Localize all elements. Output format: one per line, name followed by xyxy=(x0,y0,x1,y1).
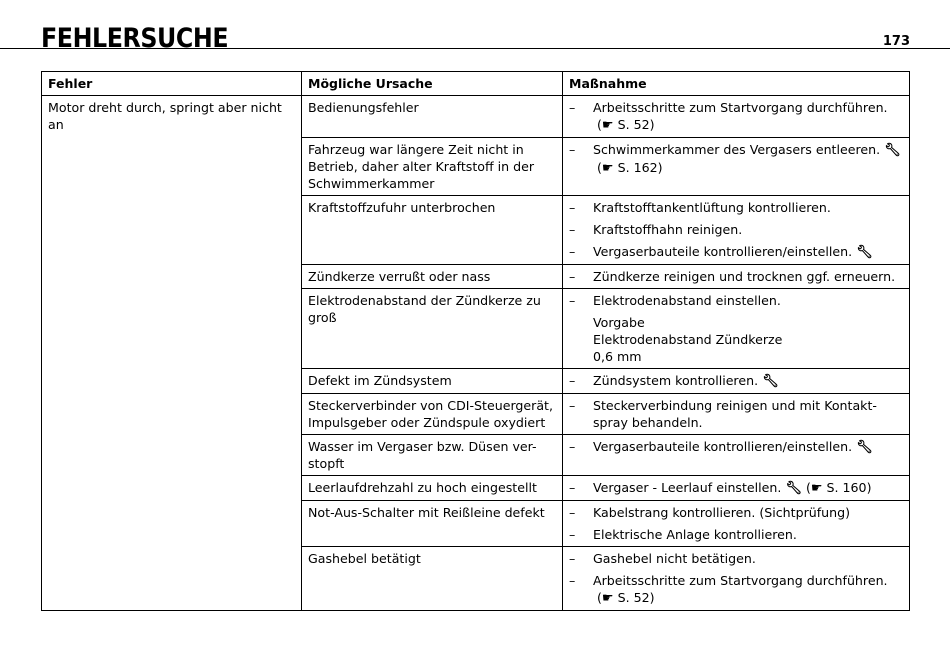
cause-cell: Gashebel betätigt xyxy=(302,547,563,611)
action-item xyxy=(569,268,903,285)
action-item xyxy=(569,397,903,431)
action-text: Zündsystem kontrollieren. xyxy=(593,373,759,388)
spec-value: 0,6 mm xyxy=(593,349,642,364)
page-title: FEHLERSUCHE xyxy=(41,23,229,54)
action-cell xyxy=(563,138,910,196)
action-item xyxy=(569,479,903,497)
cause-cell: Not-Aus-Schalter mit Reißleine defekt xyxy=(302,501,563,547)
action-cell xyxy=(563,547,910,611)
wrench-icon: 🔧︎ xyxy=(856,245,873,260)
cause-cell: Leerlaufdrehzahl zu hoch eingestellt xyxy=(302,476,563,501)
page-reference: (☛ S. 52) xyxy=(597,590,655,606)
action-text: Elektrodenabstand einstellen. xyxy=(593,293,781,308)
pointing-hand-icon: ☛ xyxy=(810,481,823,496)
wrench-icon: 🔧︎ xyxy=(762,374,779,389)
troubleshooting-table xyxy=(41,71,910,611)
cause-cell: Kraftstoffzufuhr unterbrochen xyxy=(302,196,563,265)
spec-label: Vorgabe xyxy=(593,315,645,330)
action-item xyxy=(569,438,903,456)
page-reference: (☛ S. 162) xyxy=(597,160,663,176)
cause-cell: Steckerverbinder von CDI-Steuergerät, Impulsgeber oder Zündspule oxydiert xyxy=(302,394,563,435)
action-item xyxy=(569,372,903,390)
action-text: Kabelstrang kontrollieren. (Sichtprüfung) xyxy=(593,505,851,520)
action-text: Zündkerze reinigen und trocknen ggf. erneuern. xyxy=(593,269,896,284)
column-header-action: Maßnahme xyxy=(563,72,910,96)
action-cell xyxy=(563,196,910,265)
cause-cell: Zündkerze verrußt oder nass xyxy=(302,265,563,289)
wrench-icon: 🔧︎ xyxy=(884,143,901,158)
reference-page: S. 160 xyxy=(826,480,867,495)
action-text: Vergaser - Leerlauf einstellen. xyxy=(593,480,782,495)
action-item xyxy=(569,243,903,261)
action-text: Kraftstofftankentlüftung kontrollieren. xyxy=(593,200,831,215)
wrench-icon: 🔧︎ xyxy=(785,481,802,496)
spec-name: Elektrodenabstand Zündkerze xyxy=(593,332,783,347)
dash: – xyxy=(569,480,576,495)
action-cell xyxy=(563,476,910,501)
dash: – xyxy=(569,293,576,308)
dash: – xyxy=(569,142,576,157)
cause-cell: Fahrzeug war längere Zeit nicht in Betrieb, daher alter Kraftstoff in der Schwimmerkammer xyxy=(302,138,563,196)
action-text: Arbeitsschritte zum Startvorgang durchführen. xyxy=(593,573,888,588)
action-cell xyxy=(563,369,910,394)
dash: – xyxy=(569,505,576,520)
action-item xyxy=(569,526,903,543)
action-item xyxy=(569,292,903,309)
cause-cell: Bedienungsfehler xyxy=(302,96,563,138)
pointing-hand-icon: ☛ xyxy=(601,161,614,176)
cause-cell: Elektrodenabstand der Zündkerze zu groß xyxy=(302,289,563,369)
action-item xyxy=(569,99,903,134)
page-number: 173 xyxy=(882,34,910,49)
action-text: Vergaserbauteile kontrollieren/einstellen. xyxy=(593,244,853,259)
wrench-icon: 🔧︎ xyxy=(856,440,873,455)
dash: – xyxy=(569,100,576,115)
cause-cell: Wasser im Vergaser bzw. Düsen ver-stopft xyxy=(302,435,563,476)
table-header-row xyxy=(42,72,910,96)
action-cell xyxy=(563,435,910,476)
column-header-fault: Fehler xyxy=(42,72,302,96)
page-reference: (☛ S. 160) xyxy=(805,480,872,496)
action-item xyxy=(569,550,903,567)
reference-page: S. 52 xyxy=(617,117,650,132)
action-text: Kraftstoffhahn reinigen. xyxy=(593,222,743,237)
dash: – xyxy=(569,269,576,284)
title-rule xyxy=(0,48,950,49)
action-cell xyxy=(563,501,910,547)
dash: – xyxy=(569,222,576,237)
action-cell xyxy=(563,394,910,435)
action-cell xyxy=(563,289,910,369)
reference-page: S. 52 xyxy=(617,590,650,605)
action-item xyxy=(569,221,903,238)
action-text: Schwimmerkammer des Vergasers entleeren. xyxy=(593,142,881,157)
dash: – xyxy=(569,439,576,454)
dash: – xyxy=(569,373,576,388)
action-item xyxy=(569,199,903,216)
dash: – xyxy=(569,527,576,542)
reference-page: S. 162 xyxy=(617,160,658,175)
dash: – xyxy=(569,551,576,566)
pointing-hand-icon: ☛ xyxy=(601,118,614,133)
cause-cell: Defekt im Zündsystem xyxy=(302,369,563,394)
pointing-hand-icon: ☛ xyxy=(601,591,614,606)
page-reference: (☛ S. 52) xyxy=(597,117,655,133)
column-header-cause: Mögliche Ursache xyxy=(302,72,563,96)
dash: – xyxy=(569,398,576,413)
action-item xyxy=(569,141,903,177)
dash: – xyxy=(569,200,576,215)
action-text: Gashebel nicht betätigen. xyxy=(593,551,756,566)
table-row xyxy=(42,96,910,138)
action-item xyxy=(569,572,903,607)
dash: – xyxy=(569,244,576,259)
action-text: Elektrische Anlage kontrollieren. xyxy=(593,527,797,542)
action-item xyxy=(569,504,903,521)
action-cell xyxy=(563,265,910,289)
action-text: Arbeitsschritte zum Startvorgang durchführen. xyxy=(593,100,888,115)
fault-cell: Motor dreht durch, springt aber nicht an xyxy=(42,96,302,611)
action-cell xyxy=(563,96,910,138)
dash: – xyxy=(569,573,576,588)
action-text: Steckerverbindung reinigen und mit Kontakt-spray behandeln. xyxy=(593,398,877,430)
action-text: Vergaserbauteile kontrollieren/einstellen. xyxy=(593,439,853,454)
